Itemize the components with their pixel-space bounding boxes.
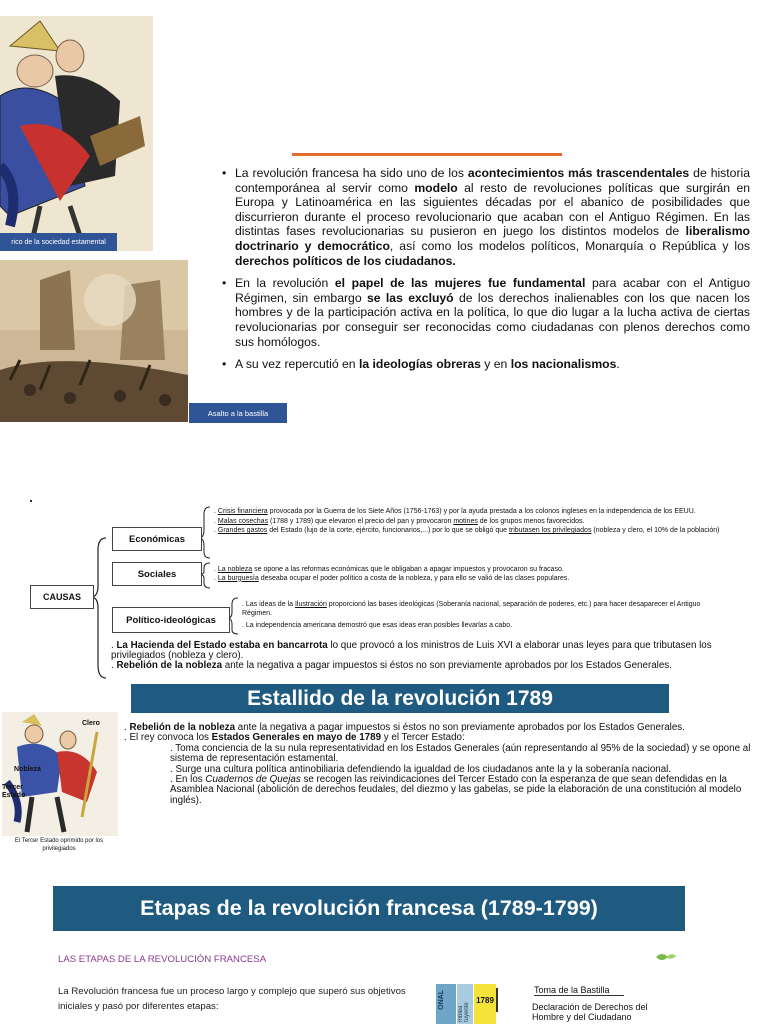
label-clero: Clero bbox=[82, 720, 100, 727]
list-item: . La independencia americana demostró que esas ideas eran posibles llevarlas a cabo. bbox=[242, 622, 513, 630]
list-item: . Toma conciencia de la su nula representatividad en los Estados Generales (aún representando al 95% de la sociedad) y se opone al sistema de representación estamental. bbox=[170, 742, 751, 765]
timeline-event-1: Toma de la Bastilla bbox=[534, 985, 624, 996]
timeline-band-1-label: ONAL bbox=[438, 990, 445, 1010]
etapas-intro: La Revolución francesa fue un proceso largo y complejo que superó sus objetivos iniciales y pasó por diferentes etapas: bbox=[58, 986, 406, 1012]
estallido-title-bar: Estallido de la revolución 1789 bbox=[131, 684, 669, 713]
node-economicas: Económicas bbox=[112, 527, 202, 551]
list-item: . La burguesía deseaba ocupar el poder político a costa de la nobleza, y para ello se valió de las clases populares. bbox=[214, 574, 570, 582]
hacienda-text bbox=[111, 641, 731, 671]
timeline-connector bbox=[496, 988, 498, 1012]
list-item: . El rey convoca los Estados Generales en mayo de 1789 y el Tercer Estado: bbox=[124, 732, 465, 744]
politico-detail bbox=[242, 601, 732, 631]
illustration-caricature bbox=[0, 16, 153, 251]
list-item: . Malas cosechas (1788 y 1789) que elevaron el precio del pan y provocaron motines de los grupos menos favorecidos. bbox=[214, 517, 585, 525]
accent-rule bbox=[292, 153, 562, 156]
node-sociales: Sociales bbox=[112, 562, 202, 586]
list-item: . En los Cuadernos de Quejas se recogen las reivindicaciones del Tercer Estado con la esperanza de que sean defendidas en la Asamblea Nacional (abolición de derechos feudales, del diezmo y las gabelas, se pide la elaboración de una constitución al modelo inglés). bbox=[170, 774, 742, 806]
timeline-year: 1789 bbox=[474, 984, 496, 1024]
estallido-text bbox=[124, 723, 764, 806]
list-item: . Rebelión de la nobleza ante la negativa a pagar impuestos si éstos no son previamente aprobados por los Estados Generales. bbox=[124, 722, 685, 733]
timeline-band-2-label: mblea tuyente bbox=[458, 1002, 470, 1022]
sociales-detail bbox=[214, 566, 724, 583]
list-item: . Rebelión de la nobleza ante la negativa a pagar impuestos si éstos no son previamente aprobados por los Estados Generales. bbox=[111, 660, 672, 671]
causas-root: CAUSAS bbox=[30, 585, 94, 609]
illustration-bastille bbox=[0, 260, 188, 422]
caricature-caption: rico de la sociedad estamental bbox=[0, 233, 117, 251]
estamentos-caption: El Tercer Estado oprimido por los privilegiados bbox=[14, 838, 104, 852]
list-item: . Surge una cultura política antinobiliaria defendiendo la igualdad de los ciudadanos ante la y la soberanía nacional. bbox=[170, 763, 672, 775]
list-item: . Crisis financiera provocada por la Guerra de los Siete Años (1756-1763) y por la ayuda prestada a los colonos ingleses en la independencia de los EEUU. bbox=[214, 508, 696, 515]
label-nobleza: Nobleza bbox=[14, 766, 41, 773]
intro-bullets bbox=[222, 166, 750, 378]
list-item: . La nobleza se opone a las reformas económicas que le obligaban a apagar impuestos y provocaron su fracaso. bbox=[214, 566, 564, 573]
economicas-detail bbox=[214, 508, 724, 536]
list-item: . La Hacienda del Estado estaba en bancarrota lo que provocó a los ministros de Luis XVI a elaborar unas leyes para que tributasen los privilegiados (nobleza y clero). bbox=[111, 640, 712, 661]
label-tercer-estado: Tercer Estado bbox=[2, 784, 26, 799]
bullet-item: • La revolución francesa ha sido uno de los acontecimientos más trascendentales de historia contemporánea al servir como modelo al resto de revoluciones políticas que surgirán en Europa y Latinoamérica en las siguientes décadas por el abanico de posibilidades que discurrieron durante el proceso revolucionario que acaban con el Antiguo Régimen. En las distintas fases revolucionarias su pusieron en juego los distintos modelos de liberalismo doctrinario y democrático, así como los modelos políticos, Monarquía o República y los derechos políticos de los ciudadanos. bbox=[222, 166, 750, 268]
timeline-fragment bbox=[436, 984, 768, 1024]
list-item: . Grandes gastos del Estado (lujo de la corte, ejército, funcionarios,...) por lo que se obligó que tributasen los privilegiados (nobleza y clero, el 10% de la población) bbox=[214, 527, 720, 535]
node-politico: Político-ideológicas bbox=[112, 607, 230, 633]
leaf-icon bbox=[654, 950, 678, 962]
list-item: . Las ideas de la Ilustración proporcionó las bases ideológicas (Soberanía nacional, separación de poderes, etc.) para hacer desaparecer el Antiguo Régimen. bbox=[242, 601, 701, 617]
illustration-estamentos bbox=[2, 712, 118, 836]
etapas-heading: LAS ETAPAS DE LA REVOLUCIÓN FRANCESA bbox=[58, 954, 267, 965]
etapas-title-bar: Etapas de la revolución francesa (1789-1799) bbox=[53, 886, 685, 931]
bullet-item: • En la revolución el papel de las mujeres fue fundamental para acabar con el Antiguo Régimen, sin embargo se las excluyó de los derechos inalienables con los que nacen los hombres y de la participación activa en la política, lo que dio lugar a la lucha activa de ciertas revolucionarias por conseguir ser reconocidas como ciudadanas con plenos derechos como sus homólogos. bbox=[222, 276, 750, 349]
bastille-caption: Asalto a la bastilla bbox=[189, 403, 287, 423]
timeline-event-2: Declaración de Derechos del Hombre y del Ciudadano bbox=[532, 1002, 648, 1022]
bullet-item: • A su vez repercutió en la ideologías obreras y en los nacionalismos. bbox=[222, 357, 750, 372]
